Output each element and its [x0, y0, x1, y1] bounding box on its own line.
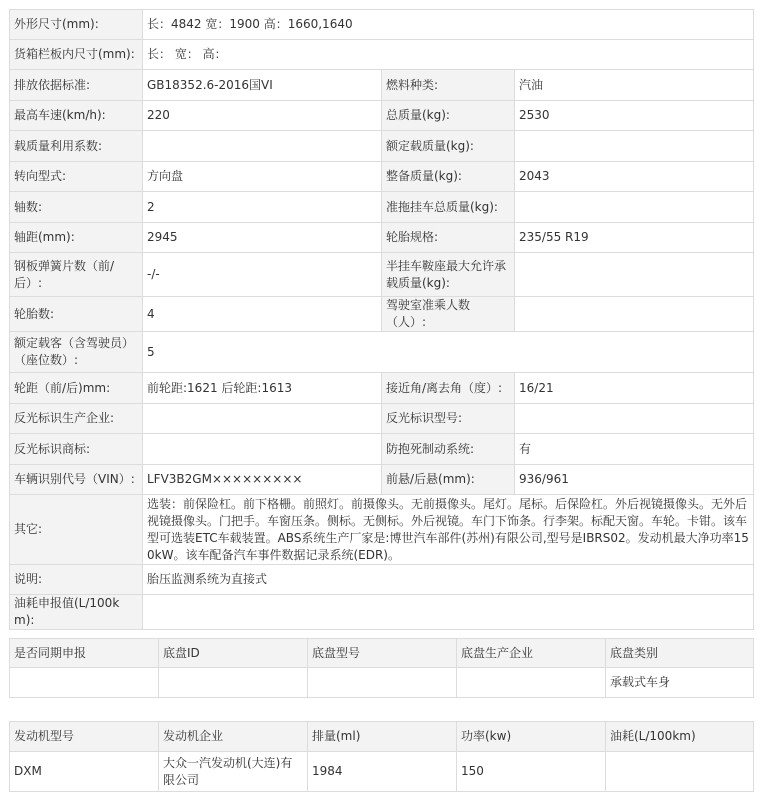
other-label: 其它:	[10, 495, 143, 565]
reflector-model-value	[515, 404, 754, 434]
angle-value: 16/21	[515, 373, 754, 404]
dimensions-label: 外形尺寸(mm):	[10, 10, 143, 40]
total-mass-value: 2530	[515, 101, 754, 131]
spec-row-load	[10, 131, 754, 162]
spec-row-vin	[10, 465, 754, 495]
tires-label: 轮胎数:	[10, 297, 143, 332]
engine-cell: DXM	[10, 752, 159, 792]
overhang-value: 936/961	[515, 465, 754, 495]
emission-value: GB18352.6-2016国VI	[143, 70, 382, 101]
notes-value: 胎压监测系统为直接式	[143, 565, 754, 595]
rated-load-label: 额定载质量(kg):	[382, 131, 515, 162]
vin-label: 车辆识别代号（VIN）:	[10, 465, 143, 495]
cargo-label: 货箱栏板内尺寸(mm):	[10, 40, 143, 70]
track-value: 前轮距:1621 后轮距:1613	[143, 373, 382, 404]
springs-value: -/-	[143, 253, 382, 297]
tires-value: 4	[143, 297, 382, 332]
curb-mass-value: 2043	[515, 162, 754, 192]
spec-row-fuel-consumption	[10, 595, 754, 630]
seats-value: 5	[143, 332, 754, 373]
chassis-header-cell: 底盘ID	[159, 639, 308, 668]
chassis-header-cell: 底盘生产企业	[457, 639, 606, 668]
wheelbase-value: 2945	[143, 223, 382, 253]
curb-mass-label: 整备质量(kg):	[382, 162, 515, 192]
spec-row-wheelbase	[10, 223, 754, 253]
spec-row-other	[10, 495, 754, 565]
engine-header-cell: 发动机型号	[10, 722, 159, 752]
fuel-consumption-label: 油耗申报值(L/100km):	[10, 595, 143, 630]
reflector-brand-label: 反光标识商标:	[10, 434, 143, 465]
spec-row-springs	[10, 253, 754, 297]
abs-label: 防抱死制动系统:	[382, 434, 515, 465]
spec-row-axles	[10, 192, 754, 223]
reflector-model-label: 反光标识型号:	[382, 404, 515, 434]
engine-header-cell: 油耗(L/100km)	[606, 722, 754, 752]
cargo-value: 长： 宽： 高：	[143, 40, 754, 70]
spec-row-steering	[10, 162, 754, 192]
spec-row-dimensions	[10, 10, 754, 40]
angle-label: 接近角/离去角（度）:	[382, 373, 515, 404]
reflector-maker-value	[143, 404, 382, 434]
engine-cell	[606, 752, 754, 792]
fuel-type-label: 燃料种类:	[382, 70, 515, 101]
engine-header-row	[10, 722, 754, 752]
chassis-header-cell: 底盘型号	[308, 639, 457, 668]
chassis-cell	[10, 668, 159, 698]
seats-label: 额定载客（含驾驶员）（座位数）:	[10, 332, 143, 373]
track-label: 轮距（前/后)mm:	[10, 373, 143, 404]
emission-label: 排放依据标准:	[10, 70, 143, 101]
chassis-header-row	[10, 639, 754, 668]
max-speed-value: 220	[143, 101, 382, 131]
spec-row-speed	[10, 101, 754, 131]
cab-persons-value	[515, 297, 754, 332]
chassis-cell	[159, 668, 308, 698]
engine-header-cell: 排量(ml)	[308, 722, 457, 752]
rated-load-value	[515, 131, 754, 162]
fuel-type-value: 汽油	[515, 70, 754, 101]
fuel-consumption-value	[143, 595, 754, 630]
spec-row-reflector-maker	[10, 404, 754, 434]
vehicle-spec-table	[9, 9, 754, 630]
spec-row-track	[10, 373, 754, 404]
load-util-label: 载质量利用系数:	[10, 131, 143, 162]
engine-header-cell: 功率(kw)	[457, 722, 606, 752]
springs-label: 钢板弹簧片数（前/后）:	[10, 253, 143, 297]
spec-row-tires	[10, 297, 754, 332]
engine-table	[9, 721, 754, 792]
cab-persons-label: 驾驶室准乘人数（人）:	[382, 297, 515, 332]
chassis-cell: 承载式车身	[606, 668, 754, 698]
trailer-mass-value	[515, 192, 754, 223]
abs-value: 有	[515, 434, 754, 465]
spec-row-cargo	[10, 40, 754, 70]
spec-row-notes	[10, 565, 754, 595]
chassis-table	[9, 638, 754, 698]
overhang-label: 前悬/后悬(mm):	[382, 465, 515, 495]
trailer-mass-label: 准拖挂车总质量(kg):	[382, 192, 515, 223]
load-util-value	[143, 131, 382, 162]
axles-value: 2	[143, 192, 382, 223]
engine-data-row	[10, 752, 754, 792]
saddle-value	[515, 253, 754, 297]
max-speed-label: 最高车速(km/h):	[10, 101, 143, 131]
chassis-cell	[457, 668, 606, 698]
spec-row-reflector-brand	[10, 434, 754, 465]
chassis-header-cell: 是否同期申报	[10, 639, 159, 668]
vin-value: LFV3B2GM×××××××××	[143, 465, 382, 495]
steering-value: 方向盘	[143, 162, 382, 192]
reflector-brand-value	[143, 434, 382, 465]
spec-row-emission	[10, 70, 754, 101]
reflector-maker-label: 反光标识生产企业:	[10, 404, 143, 434]
wheelbase-label: 轴距(mm):	[10, 223, 143, 253]
other-value: 选装：前保险杠。前下格栅。前照灯。前摄像头。无前摄像头。尾灯。尾标。后保险杠。外后视镜摄像头。无外后视镜摄像头。门把手。车窗压条。侧标。无侧标。外后视镜。车门下饰条。行李架。标配天窗。车轮。卡钳。该车型可选装ETC车载装置。ABS系统生产厂家是:博世汽车部件(苏州)有限公司,型号是IBRS02。发动机最大净功率150kW。该车配备汽车事件数据记录系统(EDR)。	[143, 495, 754, 565]
steering-label: 转向型式:	[10, 162, 143, 192]
engine-header-cell: 发动机企业	[159, 722, 308, 752]
spec-row-seats	[10, 332, 754, 373]
axles-label: 轴数:	[10, 192, 143, 223]
chassis-data-row	[10, 668, 754, 698]
engine-cell: 大众一汽发动机(大连)有限公司	[159, 752, 308, 792]
saddle-label: 半挂车鞍座最大允许承载质量(kg):	[382, 253, 515, 297]
notes-label: 说明:	[10, 565, 143, 595]
total-mass-label: 总质量(kg):	[382, 101, 515, 131]
chassis-header-cell: 底盘类别	[606, 639, 754, 668]
dimensions-value: 长：4842 宽：1900 高：1660,1640	[143, 10, 754, 40]
engine-cell: 150	[457, 752, 606, 792]
chassis-cell	[308, 668, 457, 698]
tire-spec-value: 235/55 R19	[515, 223, 754, 253]
tire-spec-label: 轮胎规格:	[382, 223, 515, 253]
engine-cell: 1984	[308, 752, 457, 792]
